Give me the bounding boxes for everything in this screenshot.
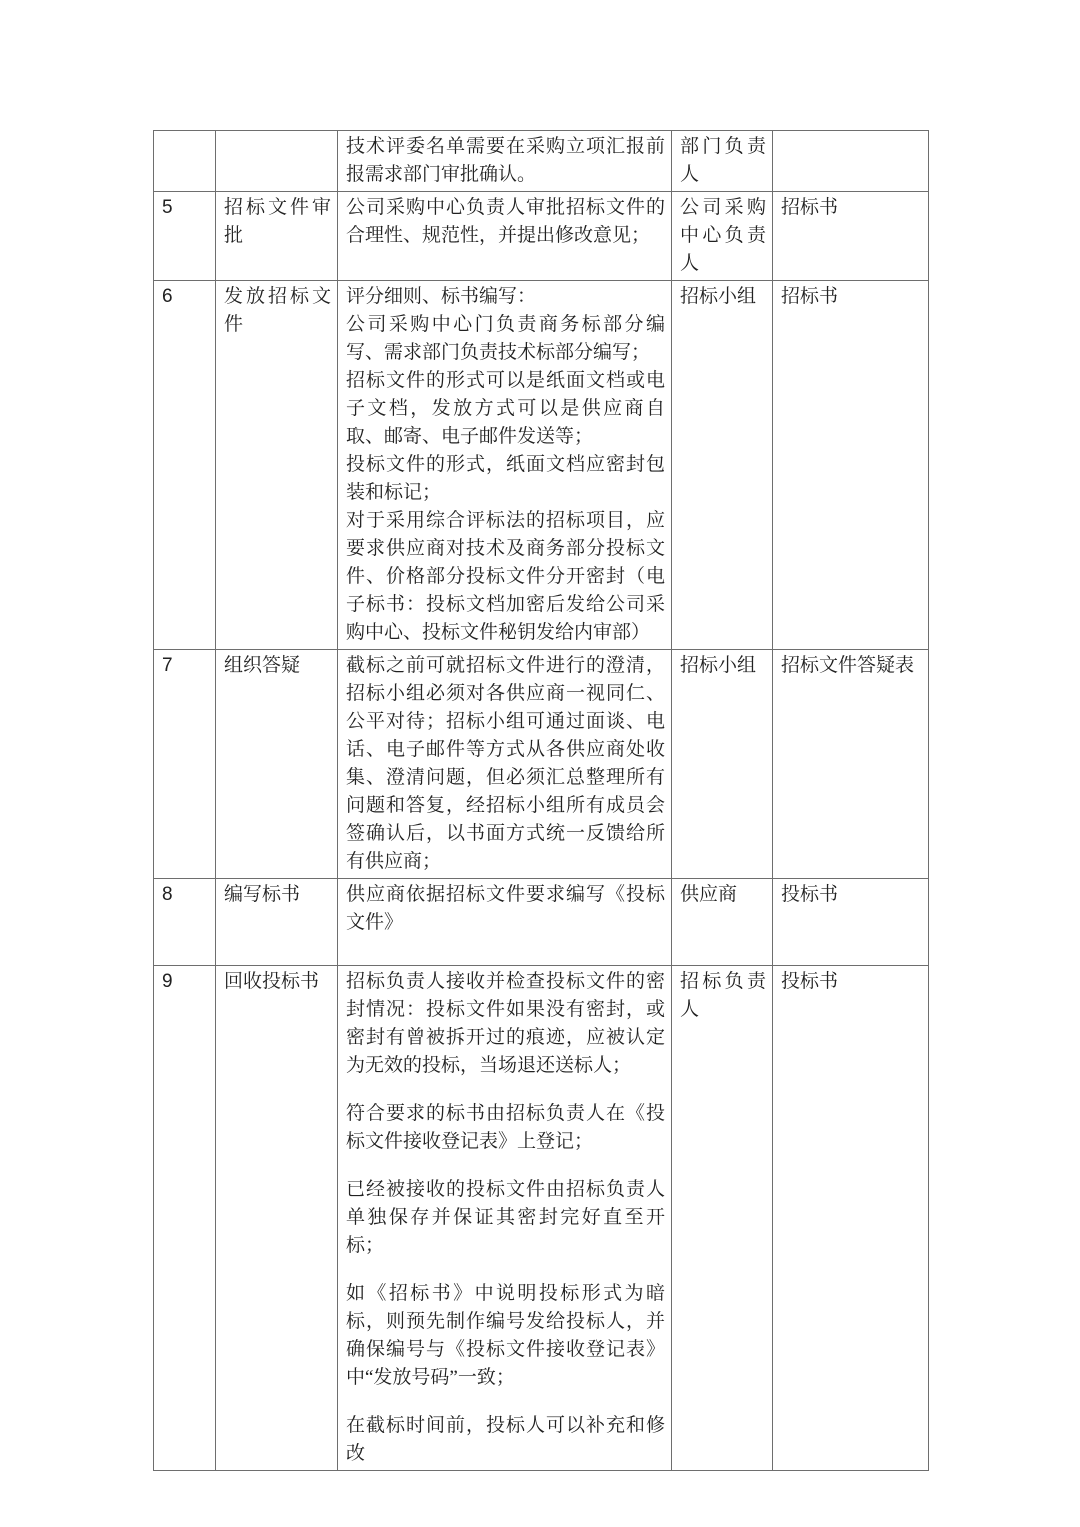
output-document-cell: 投标书 bbox=[773, 879, 929, 966]
responsible-cell: 招标小组 bbox=[672, 281, 773, 650]
description-paragraph: 技术评委名单需要在采购立项汇报前报需求部门审批确认。 bbox=[346, 136, 665, 185]
step-number-cell: 6 bbox=[154, 281, 216, 650]
description-paragraph: 供应商依据招标文件要求编写《投标文件》 bbox=[346, 884, 665, 933]
step-name-cell: 组织答疑 bbox=[216, 650, 338, 879]
responsible-cell: 部门负责人 bbox=[672, 131, 773, 192]
step-number-cell: 5 bbox=[154, 192, 216, 281]
responsible-cell: 招标负责人 bbox=[672, 966, 773, 1471]
table-row bbox=[154, 131, 929, 192]
description-paragraph: 符合要求的标书由招标负责人在《投标文件接收登记表》上登记； bbox=[346, 1103, 665, 1152]
description-paragraph: 对于采用综合评标法的招标项目，应要求供应商对技术及商务部分投标文件、价格部分投标文件分开密封（电子标书：投标文档加密后发给公司采购中心、投标文件秘钥发给内审部） bbox=[346, 510, 665, 643]
output-document-cell: 投标书 bbox=[773, 966, 929, 1471]
step-name-cell: 编写标书 bbox=[216, 879, 338, 966]
table-row bbox=[154, 966, 929, 1471]
description-cell bbox=[338, 192, 672, 281]
description-paragraph: 评分细则、标书编写： bbox=[346, 286, 537, 307]
step-number-cell: 7 bbox=[154, 650, 216, 879]
responsible-cell: 公司采购中心负责人 bbox=[672, 192, 773, 281]
description-paragraph: 招标负责人接收并检查投标文件的密封情况：投标文件如果没有密封，或密封有曾被拆开过的痕迹，应被认定为无效的投标，当场退还送标人； bbox=[346, 971, 665, 1076]
step-number-cell: 8 bbox=[154, 879, 216, 966]
description-paragraph: 如《招标书》中说明投标形式为暗标，则预先制作编号发给投标人，并确保编号与《投标文件接收登记表》中“发放号码”一致； bbox=[346, 1283, 665, 1388]
output-document-cell: 招标书 bbox=[773, 281, 929, 650]
description-cell bbox=[338, 879, 672, 966]
output-document-cell bbox=[773, 131, 929, 192]
step-name-cell: 发放招标文件 bbox=[216, 281, 338, 650]
table-row bbox=[154, 879, 929, 966]
output-document-cell: 招标文件答疑表 bbox=[773, 650, 929, 879]
description-paragraph: 公司采购中心门负责商务标部分编写、需求部门负责技术标部分编写； bbox=[346, 314, 665, 363]
description-cell bbox=[338, 650, 672, 879]
description-paragraph: 招标文件的形式可以是纸面文档或电子文档，发放方式可以是供应商自取、邮寄、电子邮件发送等； bbox=[346, 370, 665, 447]
description-paragraph: 投标文件的形式，纸面文档应密封包装和标记； bbox=[346, 454, 665, 503]
description-paragraph: 在截标时间前，投标人可以补充和修改 bbox=[346, 1415, 665, 1464]
description-paragraph: 截标之前可就招标文件进行的澄清，招标小组必须对各供应商一视同仁、公平对待；招标小组可通过面谈、电话、电子邮件等方式从各供应商处收集、澄清问题，但必须汇总整理所有问题和答复，经招标小组所有成员会签确认后，以书面方式统一反馈给所有供应商； bbox=[346, 655, 665, 872]
description-cell bbox=[338, 281, 672, 650]
output-document-cell: 招标书 bbox=[773, 192, 929, 281]
responsible-cell: 招标小组 bbox=[672, 650, 773, 879]
step-name-cell: 招标文件审批 bbox=[216, 192, 338, 281]
description-paragraph: 公司采购中心负责人审批招标文件的合理性、规范性，并提出修改意见； bbox=[346, 197, 665, 246]
step-number-cell: 9 bbox=[154, 966, 216, 1471]
procurement-process-table bbox=[153, 130, 929, 1471]
table-row bbox=[154, 192, 929, 281]
description-cell bbox=[338, 966, 672, 1471]
step-name-cell: 回收投标书 bbox=[216, 966, 338, 1471]
description-paragraph: 已经被接收的投标文件由招标负责人单独保存并保证其密封完好直至开标； bbox=[346, 1179, 665, 1256]
step-number-cell bbox=[154, 131, 216, 192]
responsible-cell: 供应商 bbox=[672, 879, 773, 966]
step-name-cell bbox=[216, 131, 338, 192]
description-cell bbox=[338, 131, 672, 192]
table-row bbox=[154, 281, 929, 650]
table-row bbox=[154, 650, 929, 879]
